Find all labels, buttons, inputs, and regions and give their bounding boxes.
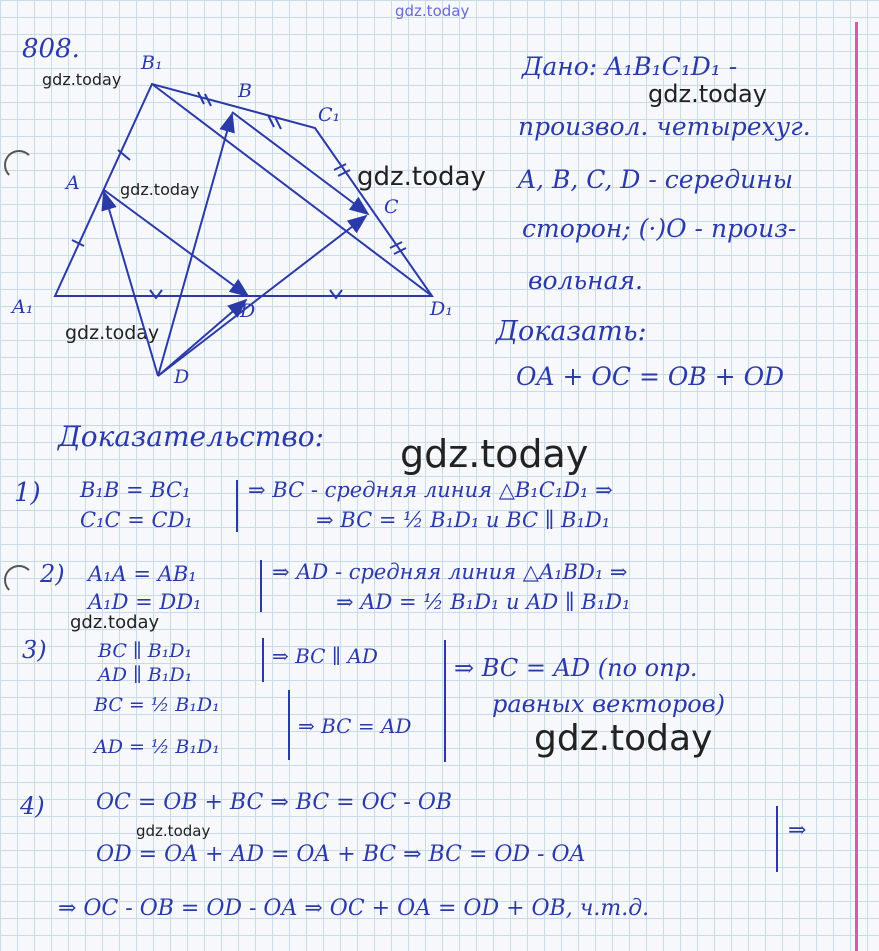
vector-od <box>158 300 246 376</box>
watermark: gdz.today <box>648 80 767 108</box>
diagonal-b1d1 <box>152 84 432 296</box>
step-number: 1) <box>14 478 41 508</box>
step-left-line: C₁C = CD₁ <box>80 508 193 532</box>
step-right-line: ⇒ BC - средняя линия △B₁C₁D₁ ⇒ <box>248 478 613 502</box>
label-c: C <box>384 196 399 218</box>
step-left-line: BC = ½ B₁D₁ <box>94 694 220 716</box>
step-right-mark: ⇒ <box>788 818 807 843</box>
step-right-line: ⇒ AD - средняя линия △A₁BD₁ ⇒ <box>272 560 628 584</box>
brace <box>776 806 778 872</box>
vector-ob <box>158 114 232 376</box>
watermark: gdz.today <box>42 70 122 89</box>
step-left-line: A₁A = AB₁ <box>88 562 197 586</box>
watermark: gdz.today <box>395 2 470 20</box>
step-line: OD = OA + AD = OA + BC ⇒ BC = OD - OA <box>96 842 586 867</box>
watermark: gdz.today <box>400 432 589 476</box>
watermark: gdz.today <box>120 180 200 199</box>
brace <box>260 560 262 612</box>
step-line: OC = OB + BC ⇒ BC = OC - OB <box>96 790 453 815</box>
given-line: сторон; (·)O - произ- <box>522 214 797 243</box>
watermark: gdz.today <box>136 822 211 840</box>
step-line: ⇒ OC - OB = OD - OA ⇒ OC + OA = OD + OB, ч.т.д. <box>58 896 650 921</box>
label-b1: B₁ <box>141 52 163 74</box>
brace <box>444 640 446 762</box>
step-left-line: AD ∥ B₁D₁ <box>98 664 193 686</box>
proof-title: Доказательство: <box>58 420 325 453</box>
given-line: Дано: A₁B₁C₁D₁ - <box>522 52 738 81</box>
watermark: gdz.today <box>357 162 486 192</box>
vector-bc <box>232 112 368 214</box>
step-number: 2) <box>40 560 65 588</box>
label-a1: A₁ <box>12 296 34 318</box>
brace <box>262 638 264 682</box>
step-mid-line: ⇒ BC ∥ AD <box>272 644 378 668</box>
prove-formula: OA + OC = OB + OD <box>516 362 785 391</box>
vector-ad <box>104 190 248 296</box>
step-mid-line: ⇒ BC = AD <box>298 714 412 738</box>
problem-number: 808. <box>22 34 80 64</box>
step-left-line: B₁B = BC₁ <box>80 478 191 502</box>
watermark: gdz.today <box>70 612 160 633</box>
step-number: 4) <box>20 792 45 820</box>
brace <box>288 690 290 760</box>
step-right-line: равных векторов) <box>492 690 726 718</box>
given-line: A, B, C, D - середины <box>518 165 794 194</box>
label-c1: C₁ <box>318 104 341 126</box>
step-left-line: AD = ½ B₁D₁ <box>94 736 220 758</box>
prove-title: Доказать: <box>496 316 647 347</box>
watermark: gdz.today <box>65 322 160 344</box>
quadrilateral-outline <box>55 84 432 296</box>
step-right-line: ⇒ BC = ½ B₁D₁ и BC ∥ B₁D₁ <box>316 508 611 532</box>
given-line: произвол. четырехуг. <box>518 112 811 141</box>
label-d: D <box>240 300 256 322</box>
brace <box>236 480 238 532</box>
label-b: B <box>238 80 252 102</box>
step-left-line: A₁D = DD₁ <box>88 590 202 614</box>
label-d1: D₁ <box>430 298 453 320</box>
step-right-line: ⇒ BC = AD (по опр. <box>454 654 698 682</box>
given-line: вольная. <box>528 266 644 295</box>
step-number: 3) <box>22 636 47 664</box>
step-right-line: ⇒ AD = ½ B₁D₁ и AD ∥ B₁D₁ <box>336 590 631 614</box>
step-left-line: BC ∥ B₁D₁ <box>98 640 193 662</box>
label-a: A <box>66 172 80 194</box>
label-o: D <box>174 366 190 388</box>
watermark: gdz.today <box>534 718 713 759</box>
vector-oa <box>104 192 158 376</box>
